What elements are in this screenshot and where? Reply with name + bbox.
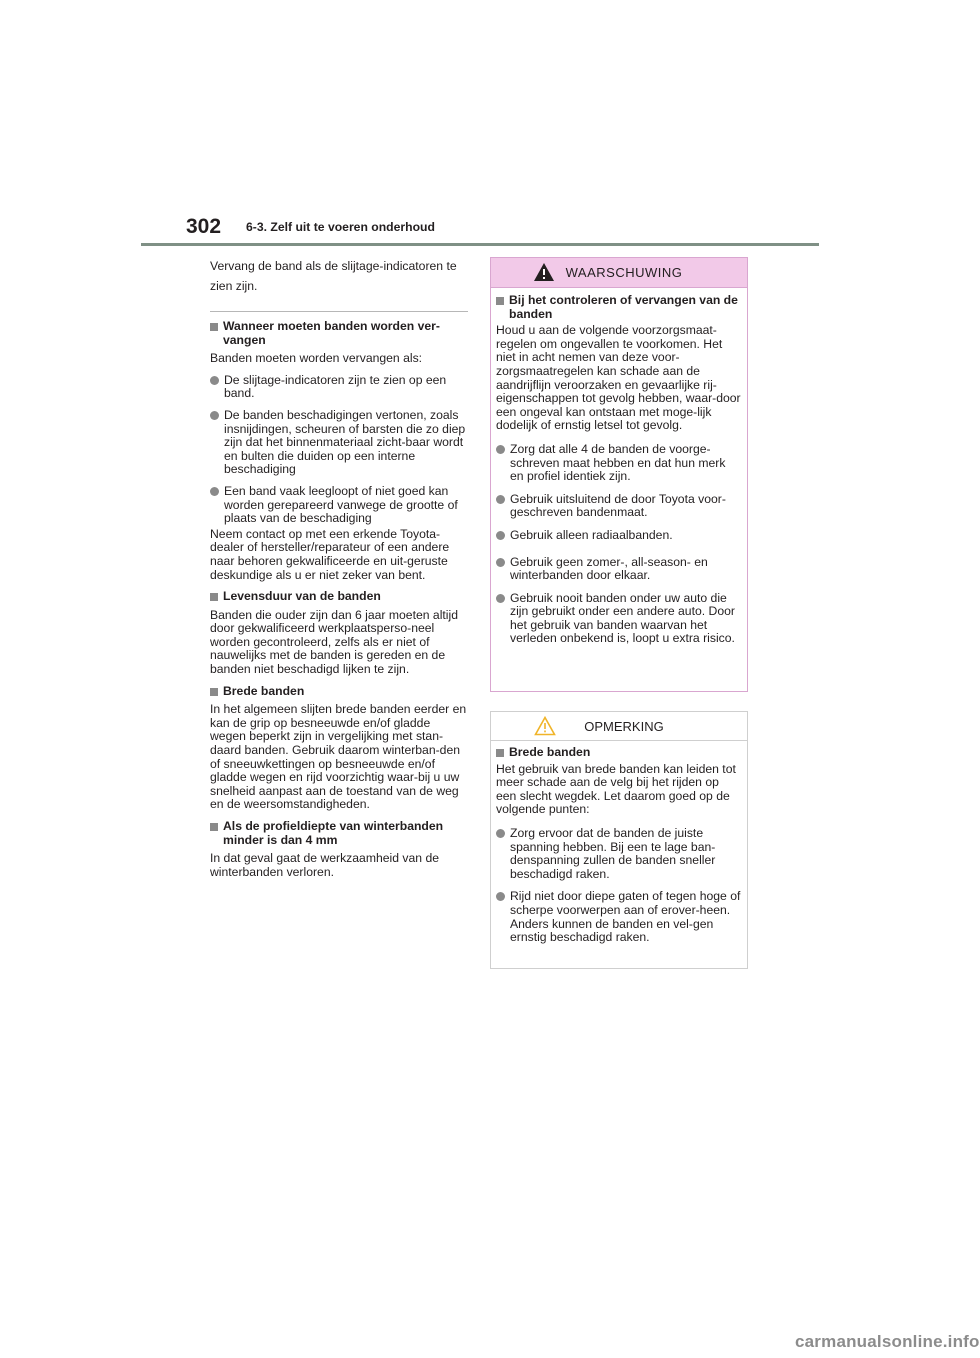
warning-title: WAARSCHUWING — [565, 265, 683, 280]
list-item-text: Een band vaak leegloopt of niet goed kan worden gerepareerd vanwege de grootte of plaats van de beschadiging — [224, 483, 458, 526]
section-heading-replace-when — [210, 320, 468, 347]
circle-bullet-icon — [496, 594, 505, 603]
list-item-text: De banden beschadigingen vertonen, zoals insnijdingen, scheuren of barsten die zo diep zijn dat het binnenmateriaal zicht-baar wordt en bulten die duiden op een interne beschadiging — [224, 407, 466, 477]
list-item — [210, 485, 468, 526]
heading-label: Wanneer moeten banden worden ver-vangen — [223, 319, 440, 347]
section-closing: Neem contact op met een erkende Toyota-dealer of hersteller/reparateur of een andere naar behoren gekwalificeerde en uit-geruste deskundige als u er niet zeker van bent. — [210, 526, 450, 582]
heading-label: Bij het controleren of vervangen van de banden — [509, 293, 738, 321]
list-item-text: Gebruik alleen radiaalbanden. — [510, 527, 673, 542]
section-text: Banden die ouder zijn dan 6 jaar moeten altijd door gekwalificeerd werkplaatsperso-neel worden gecontroleerd, zelfs als er niet of nauwelijks met de banden is gereden en de banden niet beschadigd lijken te zijn. — [210, 607, 458, 677]
note-header — [491, 712, 747, 741]
square-bullet-icon — [496, 297, 504, 305]
page-number: 302 — [186, 215, 222, 238]
heading-label: Als de profieldiepte van winterbanden minder is dan 4 mm — [223, 819, 444, 847]
circle-bullet-icon — [496, 558, 505, 567]
circle-bullet-icon — [496, 829, 505, 838]
section-heading-tire-lifespan — [210, 590, 468, 604]
caution-triangle-icon — [534, 716, 556, 736]
header-rule — [141, 243, 819, 246]
warning-intro: Houd u aan de volgende voorzorgsmaat-regelen om ongevallen te voorkomen. Het niet in acht nemen van deze voor-zorgsmaatregelen kan schade aan de aandrijflijn veroorzaken en gevaarlijke rij-eigenschappen tot gevolg hebben, waar-door een ongeval kan ontstaan met moge-lijk dodelijk of ernstig letsel tot gevolg. — [496, 323, 741, 433]
list-item-text: Gebruik uitsluitend de door Toyota voor-geschreven bandenmaat. — [510, 491, 726, 520]
list-item — [496, 529, 742, 543]
list-item — [496, 592, 742, 646]
square-bullet-icon — [210, 823, 218, 831]
list-item — [496, 890, 742, 944]
list-item — [496, 556, 742, 583]
note-heading — [496, 746, 742, 760]
divider — [210, 311, 468, 312]
list-item-text: Rijd niet door diepe gaten of tegen hoge of scherpe voorwerpen aan of erover-heen. Anders kunnen de banden en vel-gen ernstig beschadigd raken. — [510, 889, 741, 945]
circle-bullet-icon — [210, 411, 219, 420]
list-item — [496, 827, 742, 881]
list-item-text: Gebruik nooit banden onder uw auto die zijn gebruikt onder een andere auto. Door het gebruik van banden waarvan het verleden onbekend is, loopt u extra risico. — [510, 590, 735, 646]
section-lead: Banden moeten worden vervangen als: — [210, 351, 423, 366]
left-column — [210, 256, 468, 887]
watermark-logo: carmanualsonline.info — [795, 1332, 980, 1351]
list-item-text: Gebruik geen zomer-, all-season- en winterbanden door elkaar. — [510, 554, 708, 583]
note-title: OPMERKING — [584, 718, 664, 734]
circle-bullet-icon — [210, 487, 219, 496]
intro-text: Vervang de band als de slijtage-indicatoren te zien zijn. — [210, 259, 457, 293]
list-item — [210, 409, 468, 477]
note-body — [491, 741, 747, 945]
circle-bullet-icon — [496, 892, 505, 901]
heading-label: Brede banden — [509, 745, 591, 759]
warning-body — [491, 288, 747, 646]
circle-bullet-icon — [496, 495, 505, 504]
square-bullet-icon — [210, 593, 218, 601]
warning-triangle-icon — [533, 262, 555, 282]
list-item — [496, 493, 742, 520]
section-heading-winter-tread — [210, 820, 468, 847]
circle-bullet-icon — [210, 376, 219, 385]
warning-header — [491, 258, 747, 288]
square-bullet-icon — [496, 749, 504, 757]
circle-bullet-icon — [496, 531, 505, 540]
circle-bullet-icon — [496, 445, 505, 454]
list-item — [210, 374, 468, 401]
warning-heading — [496, 294, 742, 321]
warning-box — [490, 257, 748, 692]
heading-label: Brede banden — [223, 683, 305, 698]
square-bullet-icon — [210, 323, 218, 331]
section-text: In dat geval gaat de werkzaamheid van de winterbanden verloren. — [210, 851, 440, 879]
list-item-text: Zorg ervoor dat de banden de juiste spanning hebben. Bij een te lage ban-denspanning zullen de banden sneller beschadigd raken. — [510, 825, 716, 881]
heading-label: Levensduur van de banden — [223, 589, 381, 604]
note-intro: Het gebruik van brede banden kan leiden tot meer schade aan de velg bij het rijden op een slecht wegdek. Let daarom goed op de volgende punten: — [496, 761, 736, 817]
list-item — [496, 443, 742, 484]
square-bullet-icon — [210, 688, 218, 696]
section-heading-wide-tires — [210, 685, 468, 699]
list-item-text: De slijtage-indicatoren zijn te zien op een band. — [224, 372, 447, 401]
section-text: In het algemeen slijten brede banden eerder en kan de grip op besneeuwde en/of gladde wegen beperkt zijn in vergelijking met stan-daard banden. Gebruik daarom winterban-den of sneeuwkettingen op besneeuwde en/of gladde wegen en rijd voorzichtig waar-bij u uw snelheid aanpast aan de toestand van de weg en de weersomstandigheden. — [210, 702, 467, 812]
note-box — [490, 711, 748, 969]
list-item-text: Zorg dat alle 4 de banden de voorge-schreven maat hebben en dat hun merk en profiel identiek zijn. — [510, 441, 726, 484]
section-title: 6-3. Zelf uit te voeren onderhoud — [246, 220, 435, 234]
